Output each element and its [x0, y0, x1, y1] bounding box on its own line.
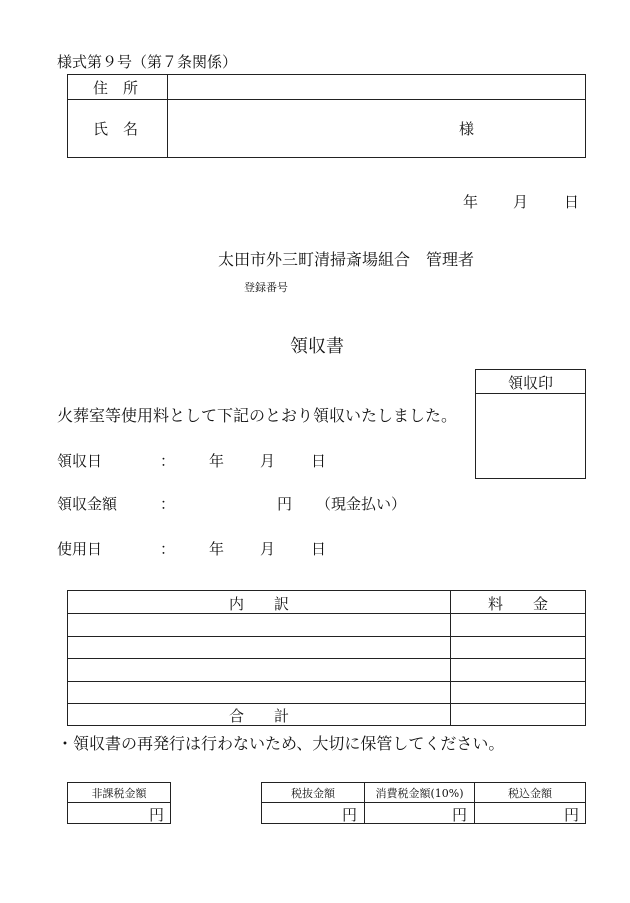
pre-tax-yen: 円	[342, 806, 358, 824]
receipt-date-year: 年	[209, 452, 225, 470]
column-header-fee: 料 金	[487, 595, 548, 613]
use-date-day: 日	[311, 540, 327, 558]
non-taxable-yen: 円	[148, 806, 164, 824]
address-field[interactable]	[168, 75, 585, 99]
tax-included-label: 税込金額	[508, 787, 552, 800]
receipt-date-label: 領収日	[57, 452, 103, 470]
payment-method: （現金払い）	[316, 495, 407, 513]
honorific: 様	[459, 120, 475, 138]
receipt-date-colon: ：	[160, 452, 176, 470]
receipt-statement: 火葬室等使用料として下記のとおり領収いたしました。	[57, 406, 458, 425]
use-date-label: 使用日	[57, 540, 103, 558]
form-number: 様式第９号（第７条関係）	[57, 53, 238, 71]
breakdown-table	[67, 590, 586, 726]
issuer-name: 太田市外三町清掃斎場組合 管理者	[218, 250, 475, 269]
receipt-stamp-box	[475, 369, 586, 479]
non-taxable-label: 非課税金額	[91, 787, 147, 800]
receipt-date-month: 月	[260, 452, 276, 470]
name-field[interactable]	[168, 100, 585, 157]
consumption-tax-label: 消費税金額(10%)	[375, 787, 464, 800]
use-date-colon: ：	[160, 540, 176, 558]
table-row[interactable]	[68, 659, 585, 681]
amount-yen: 円	[277, 495, 293, 513]
name-label: 氏 名	[93, 120, 139, 138]
receipt-date-day: 日	[311, 452, 327, 470]
use-date-year: 年	[209, 540, 225, 558]
stamp-label: 領収印	[507, 374, 553, 392]
amount-colon: ：	[160, 495, 176, 513]
table-row[interactable]	[68, 637, 585, 658]
registration-number-label: 登録番号	[244, 281, 288, 294]
reissue-notice: ・領収書の再発行は行わないため、大切に保管してください。	[57, 734, 505, 753]
address-label: 住 所	[93, 79, 139, 97]
issue-date-day: 日	[564, 193, 580, 211]
tax-breakdown-box	[261, 782, 586, 824]
recipient-table	[67, 74, 586, 158]
pre-tax-label: 税抜金額	[291, 787, 335, 800]
issue-date-month: 月	[513, 193, 529, 211]
use-date-month: 月	[260, 540, 276, 558]
page-title: 領収書	[290, 336, 344, 357]
total-fee-field[interactable]	[451, 704, 585, 725]
table-row[interactable]	[68, 682, 585, 703]
consumption-tax-yen: 円	[452, 806, 468, 824]
issue-date-year: 年	[463, 193, 479, 211]
tax-included-yen: 円	[563, 806, 579, 824]
amount-label: 領収金額	[57, 495, 118, 513]
column-header-detail: 内 訳	[228, 595, 289, 613]
total-label: 合 計	[228, 707, 289, 725]
non-taxable-box	[67, 782, 171, 824]
table-row[interactable]	[68, 614, 585, 636]
